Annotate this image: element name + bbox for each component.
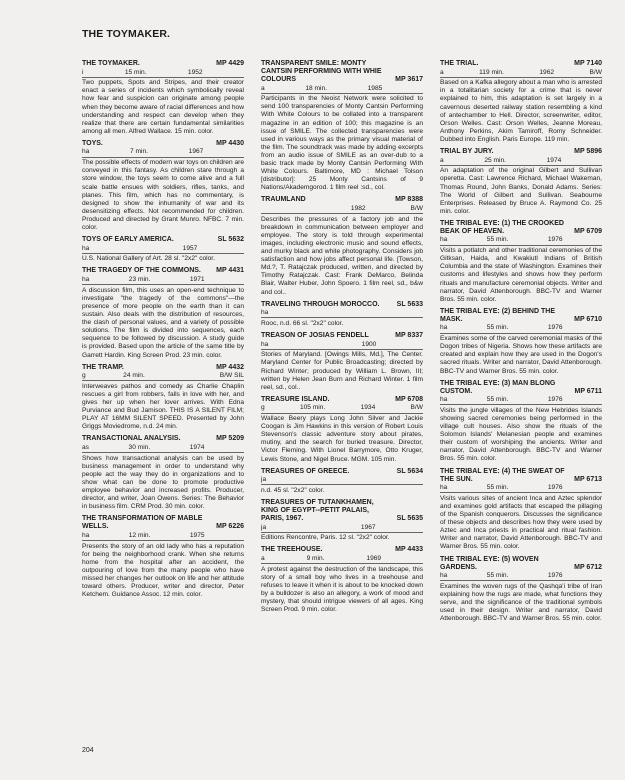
entry-year: 1985	[367, 84, 383, 92]
entry-audience: a	[261, 84, 265, 92]
entry-call-number: MP 4431	[216, 267, 244, 275]
entry-title: THE TREEHOUSE.	[261, 546, 323, 554]
entry-meta	[261, 524, 423, 533]
catalog-entry	[82, 364, 244, 432]
entry-audience: ha	[82, 244, 90, 252]
entry-heading	[261, 332, 423, 340]
entry-meta	[82, 532, 244, 541]
entry-audience: ha	[261, 309, 269, 317]
entry-title: TOYS OF EARLY AMERICA.	[82, 236, 174, 244]
entry-heading	[261, 546, 423, 554]
catalog-entry	[82, 267, 244, 359]
catalog-entry	[82, 140, 244, 232]
catalog-entry	[261, 396, 423, 464]
entry-year: 1952	[187, 68, 203, 76]
entry-format: B/W	[410, 404, 423, 412]
column-right	[440, 60, 602, 627]
entry-audience: ha	[440, 396, 448, 404]
entry-description: n.d. 45 sl. "2x2" color.	[261, 486, 325, 494]
catalog-entry	[440, 308, 602, 376]
entry-duration: 55 min.	[486, 324, 509, 332]
entry-heading	[82, 60, 244, 68]
entry-meta	[440, 236, 602, 245]
entry-audience: ha	[82, 148, 90, 156]
entry-year: 1967	[188, 148, 204, 156]
entry-heading	[82, 515, 244, 531]
entry-duration: 55 min.	[486, 484, 509, 492]
entry-audience: g	[82, 372, 86, 380]
catalog-entry	[440, 468, 602, 552]
entry-description: A protest against the destruction of the landscape, this story of a small boy who lives in a treehouse and refuses to leave it when it is about to be knocked down by a bulldozer is also an allegory, a work of mood and mystery, that should intrigue viewers of all ages. King Screen Prod. 9 min. color.	[261, 565, 423, 614]
entry-meta	[440, 157, 602, 166]
catalog-entry	[261, 546, 423, 614]
entry-heading	[82, 435, 244, 443]
page-header: THE TOYMAKER.	[82, 28, 171, 40]
catalog-entry	[440, 148, 602, 216]
entry-year: 1976	[547, 236, 563, 244]
entry-call-number: MP 6711	[574, 387, 602, 395]
entry-call-number: MP 8337	[395, 332, 423, 340]
entry-meta	[82, 148, 244, 157]
entry-call-number: MP 6712	[574, 563, 602, 571]
entry-audience: g	[261, 404, 265, 412]
entry-description: Stories of Maryland. [Owings Mills, Md.], The Center. Maryland Center for Public Broadcasting; directed by Richard Winter; produced by William L. Brown, III; written by Helen Jean Burn and Richard Winter. 1 film reel, sd., col..	[261, 351, 423, 391]
entry-meta	[440, 484, 602, 493]
entry-duration: 23 min.	[128, 275, 151, 283]
entry-description: Shows how transactional analysis can be used by business management in order to understand why people act the way they do in organizations and to show what can be done to promote productive employee behavior and increased profits. Producer, director, and writer, Joan Owens. Series: The Behavior in business film. CRM Prod. 30 min. color.	[82, 454, 244, 511]
entry-year: 1969	[366, 554, 382, 562]
entry-description: Editions Rencontre, Paris. 12 sl. "2x2" color.	[261, 534, 390, 542]
catalog-entry	[261, 60, 423, 192]
entry-year: 1962	[539, 68, 555, 76]
entry-year: 1976	[547, 396, 563, 404]
entry-title: THE TRAGEDY OF THE COMMONS.	[82, 267, 201, 275]
entry-duration: 9 min.	[306, 554, 325, 562]
entry-description: U.S. National Gallery of Art. 28 sl. "2x2" color.	[82, 255, 215, 263]
entry-call-number: MP 4432	[216, 363, 244, 371]
entry-description: Two puppets, Spots and Stripes, and their creator enact a series of incidents which symbolically reveal how fear and suspicion can originate among people when they become aware of racial differences and how understanding and respect can develop when they realize that there are certain fundamental similarities among all men. Alfred Wallace. 15 min. color.	[82, 79, 244, 135]
entry-description: Visits various sites of ancient Inca and Aztec splendor and examines gold artifacts that escaped the pillaging of the Spanish conquerors. Discusses the significance of these objects and describes how they were used by Aztec and Inca priests in practical and ritual fashion. Writer and narrator, David Attenborough. BBC-TV and Warner Bros. 55 min. color.	[440, 494, 602, 551]
entry-title: THE TRIBAL EYE: (4) THE SWEAT OF THE SUN.	[440, 467, 565, 483]
column-middle	[261, 60, 423, 618]
page-number: 204	[82, 747, 94, 754]
entry-year: 1976	[547, 484, 563, 492]
entry-description: The possible effects of modern war toys on children are conveyed in this fantasy. As children stare through a store window, the toys seem to come alive and a full scale battle ensues with soldiers, rifles, tanks, and planes. This film, which has no commentary, is designed to show the inhumanity of war and its desensitizing effects. Not recommended for children. Produced and directed by Grant Munro. NFBC. 7 min. color.	[82, 159, 244, 231]
catalog-entry	[82, 236, 244, 263]
catalog-entry	[440, 556, 602, 624]
entry-heading	[440, 556, 602, 572]
entry-title: TOYS.	[82, 139, 103, 147]
entry-year: 1971	[189, 275, 205, 283]
entry-duration: 15 min.	[124, 68, 147, 76]
entry-description: Wallace Beery plays Long John Silver and Jackie Coogan is Jim Hawkins in this version of Robert Louis Stevenson's classic adventure story about pirates, mutiny, and the search for buried treasure. Director, Victor Fleming. With Lionel Barrymore, Otto Kruger, Lewis Stone, and Nigel Bruce. MGM. 105 min.	[261, 415, 423, 463]
catalog-entry	[261, 332, 423, 392]
entry-audience: ha	[440, 236, 448, 244]
entry-title: TREASURES OF TUTANKHAMEN, KING OF EGYPT--PETIT PALAIS, PARIS, 1967.	[261, 499, 374, 523]
entry-call-number: MP 7140	[574, 60, 602, 67]
entry-heading	[82, 364, 244, 372]
entry-title: THE TRIBAL EYE: (5) WOVEN GARDENS.	[440, 555, 539, 571]
entry-heading	[261, 60, 423, 84]
entry-call-number: MP 4433	[395, 546, 423, 554]
entry-audience: ha	[440, 324, 448, 332]
entry-heading	[440, 148, 602, 156]
entry-duration: 12 min.	[128, 531, 151, 539]
entry-title: THE TRIAL.	[440, 60, 479, 67]
entry-duration: 24 min.	[123, 372, 145, 380]
entry-meta	[82, 444, 244, 453]
entry-meta	[82, 69, 244, 78]
entry-description: Rooc, n.d. 66 sl. "2x2" color.	[261, 319, 344, 327]
entry-year: 1976	[547, 324, 563, 332]
catalog-entry	[440, 60, 602, 144]
entry-description: Visits a potlatch and other traditional ceremonies of the Gitksan, Haida, and Kwakiutl Indians of British Columbia and the state of Washington. Examines their customs and lifestyles and shows how they perform rituals and manufacture ceremonial objects. Writer and narrator, David Attenborough. BBC-TV and Warner Bros. 55 min. color.	[440, 247, 602, 303]
entry-call-number: MP 6713	[574, 475, 602, 483]
catalog-entry	[82, 60, 244, 136]
entry-title: THE TRIBAL EYE: (1) THE CROOKED BEAK OF HEAVEN.	[440, 219, 564, 235]
entry-meta	[261, 555, 423, 564]
entry-description: An adaptation of the original Gilbert and Sullivan operetta. Cast: Lawrence Richard, Michael Wakeman, Thomas Round, John Banks, Donald Adams. Series: The World of Gilbert and Sullivan. Seabourne Enterprises. Released by Bruce A. Raymond Co. 25 min. color.	[440, 167, 602, 215]
entry-title: TREASURES OF GREECE.	[261, 467, 350, 475]
entry-heading	[440, 60, 602, 68]
entry-audience: a	[440, 156, 444, 164]
entry-description: Participants in the Neoist Network were solicited to send 100 transparencies of Monty Cantsin Performing With White Colours to be collated into a transparent magazine in an edition of 100; this magazine is an issue of SMILE. The collected transparencies were used in various ways as the primary visual material of the film. The soundtrack was made by adding excerpts from an audio issue of SMILE as an over-dub to a basic track made by Monty Cantsin Performing With White Colours. Baltimore, MD : Michael Tolson [distributor]: 25 Monty Cantsins of 9 Nations/Akademgorod. 1 film reel :sd., col.	[261, 95, 423, 192]
entry-duration: 25 min.	[484, 156, 506, 164]
entry-call-number: SL 5632	[217, 236, 244, 244]
entry-description: Presents the story of an old lady who has a reputation for being the neighborhood crank. When she returns home from the hospital after an accident, the outpouring of love from the many people who have missed her changes her outlook on life and her attitude toward others. Producer, writer and director, Peter Ketchem. Guidance Assoc. 12 min. color.	[82, 542, 244, 599]
entry-heading	[440, 220, 602, 236]
entry-format: B/W	[589, 68, 602, 76]
entry-call-number: SL 5634	[396, 467, 423, 475]
entry-meta	[261, 341, 423, 350]
entry-duration: 30 min.	[128, 443, 151, 451]
catalog-entry	[440, 380, 602, 464]
entry-heading	[261, 301, 423, 309]
entry-duration: 105 min.	[299, 404, 326, 412]
entry-call-number: MP 6709	[574, 227, 602, 235]
catalog-entry	[261, 468, 423, 495]
entry-duration: 18 min.	[305, 84, 327, 92]
entry-title: TREASURE ISLAND.	[261, 395, 330, 403]
entry-call-number: MP 5209	[216, 435, 244, 443]
entry-audience: i	[82, 68, 84, 76]
entry-heading	[440, 380, 602, 396]
entry-heading	[261, 468, 423, 476]
entry-call-number: MP 6226	[216, 523, 244, 531]
entry-audience: a	[261, 554, 265, 562]
column-left	[82, 60, 244, 603]
entry-meta	[261, 85, 423, 94]
entry-duration: 7 min.	[130, 148, 148, 156]
entry-heading	[82, 140, 244, 148]
entry-title: TRANSPARENT SMILE: MONTY CANTSIN PERFORMING WITH WHIE COLOURS	[261, 60, 382, 83]
entry-description: Visits the jungle villages of the New Hebrides Islands showing sacred ceremonies being performed in the village cult houses. Also show the rituals of the Solomon Islands' Melanesian people and examines their custom of worshiping the ancients. Writer and narrator, David Attenborough. BBC-TV and Warner Bros. 55 min. color.	[440, 406, 602, 463]
entry-year: 1975	[189, 531, 205, 539]
entry-year: 1900	[361, 340, 377, 348]
entry-heading	[82, 267, 244, 275]
entry-duration: 119 min.	[479, 68, 504, 76]
entry-heading	[82, 236, 244, 244]
entry-heading	[261, 196, 423, 204]
entry-year: 1974	[189, 443, 205, 451]
entry-title: THE TRIBAL EYE: (2) BEHIND THE MASK.	[440, 307, 555, 323]
entry-call-number: MP 4429	[216, 60, 244, 67]
entry-meta	[261, 309, 423, 318]
entry-meta	[82, 372, 244, 381]
entry-meta	[261, 404, 423, 413]
entry-title: TRAUMLAND	[261, 196, 306, 204]
catalog-entry	[440, 220, 602, 304]
entry-title: THE TRANSFORMATION OF MABLE WELLS.	[82, 515, 203, 531]
entry-description: Examines some of the carved ceremonial masks of the Dogon tribes of Nigeria. Shows how these artifacts are created and explain how they are used in the Dogon's sacred rituals. Writer and narrator, David Attenborough. BBC-TV and Warner Bros. 55 min. color.	[440, 335, 602, 375]
catalog-entry	[261, 301, 423, 328]
entry-audience: ja	[261, 523, 267, 531]
entry-heading	[440, 308, 602, 324]
entry-audience: ha	[440, 484, 448, 492]
entry-audience: ja	[261, 476, 267, 484]
entry-heading	[440, 468, 602, 484]
entry-title: TRIAL BY JURY.	[440, 148, 494, 156]
entry-call-number: MP 6708	[395, 395, 423, 403]
entry-format: B/W SIL	[219, 372, 244, 380]
entry-call-number: MP 5896	[574, 148, 602, 156]
entry-title: THE TRIBAL EYE: (3) MAN BLONG CUSTOM.	[440, 379, 556, 395]
entry-year: 1957	[182, 244, 198, 252]
entry-title: THE TOYMAKER.	[82, 60, 140, 67]
entry-duration: 55 min.	[486, 572, 509, 580]
entry-duration: 55 min.	[486, 236, 509, 244]
entry-duration: 55 min.	[486, 396, 509, 404]
entry-description: A discussion film, this uses an open-end technique to investigate "the tragedy of the commons"—the presence of more people on the earth than it can sustain. Also deals with the distribution of resources, the clash of personal values, and a variety of possible solutions. The film is divided into sequences, each sequence to be followed by discussion. A study guide is provided. Based upon the article of the same title by Garrett Hardin. King Screen Prod. 23 min. color.	[82, 286, 244, 359]
entry-year: 1974	[546, 156, 562, 164]
catalog-entry	[82, 515, 244, 599]
entry-title: TREASON OF JOSIAS FENDELL	[261, 332, 369, 340]
entry-description: Based on a Kafka allegory about a man who is arrested in a totalitarian society for a crime that is never explained to him, this adaptation is set largely in a cavernous deserted railway station resembling a kind of antechamber to Hell. Director, screenwriter, editor, Orson Welles. Cast: Orson Welles, Jeanne Moreau, Anthony Perkins, Akim Tamiroff, Romy Schneider. Dubbed into English. Paris Europe. 119 min.	[440, 79, 603, 143]
entry-heading	[261, 499, 423, 523]
entry-meta	[82, 245, 244, 254]
entry-call-number: SL 5633	[396, 300, 423, 308]
entry-meta	[261, 476, 423, 485]
entry-heading	[261, 396, 423, 404]
entry-year: 1982	[350, 204, 366, 212]
entry-meta	[440, 396, 602, 405]
entry-meta	[440, 69, 602, 78]
entry-call-number: MP 4430	[216, 139, 244, 147]
entry-meta	[440, 572, 602, 581]
entry-format: B/W	[410, 204, 423, 212]
entry-year: 1967	[360, 523, 376, 531]
entry-call-number: MP 3617	[395, 76, 423, 83]
entry-audience: a	[440, 68, 444, 76]
entry-call-number: SL 5635	[396, 515, 423, 523]
entry-call-number: MP 8388	[395, 196, 423, 204]
entry-title: TRANSACTIONAL ANALYSIS.	[82, 435, 181, 443]
entry-audience: ha	[82, 275, 90, 283]
entry-meta	[82, 276, 244, 285]
entry-call-number: MP 6710	[574, 315, 602, 323]
entry-title: TRAVELING THROUGH MOROCCO.	[261, 300, 380, 308]
entry-title: THE TRAMP.	[82, 363, 124, 371]
entry-meta	[261, 205, 423, 214]
entry-meta	[440, 324, 602, 333]
entry-description: Describes the pressures of a factory job and the breakdown in communication between employer and employee. The story is told through experimental images, including electronic music and sound effects, and murky black and white photography. Considers job satisfaction and how jobs affect personal life. [Towson, Md.?, T. Ratajczak produced, written, and directed by Timothy Ratajczak. Cast: Frank DeMarco, Belinda Blair, Walter Huber, John Spoero. 1 film reel, sd., b&w and col..	[261, 215, 423, 296]
catalog-entry	[261, 196, 423, 296]
entry-audience: ha	[82, 531, 90, 539]
catalog-entry	[82, 435, 244, 511]
entry-year: 1976	[547, 572, 563, 580]
entry-description: Examines the woven rugs of the Qashqa'i tribe of Iran explaining how the rugs are made, what functions they serve, and the significance of the traditional symbols used in their design. Writer and narrator, David Attenborough. BBC-TV and Warner Bros. 55 min. color.	[440, 582, 602, 623]
entry-audience: ha	[261, 340, 269, 348]
entry-audience: as	[82, 443, 89, 451]
entry-description: Interweaves pathos and comedy as Charlie Chaplin rescues a girl from robbers, falls in love with her, and gives her up when her lover arrives. With Edna Purviance and Bud Jamison. THIS IS A SILENT FILM; PLAY AT 16MM SILENT SPEED. Presented by John Griggs Moviedrome, n.d. 24 min.	[82, 382, 244, 431]
entry-audience: ha	[440, 572, 448, 580]
entry-year: 1934	[360, 404, 376, 412]
catalog-entry	[261, 499, 423, 542]
